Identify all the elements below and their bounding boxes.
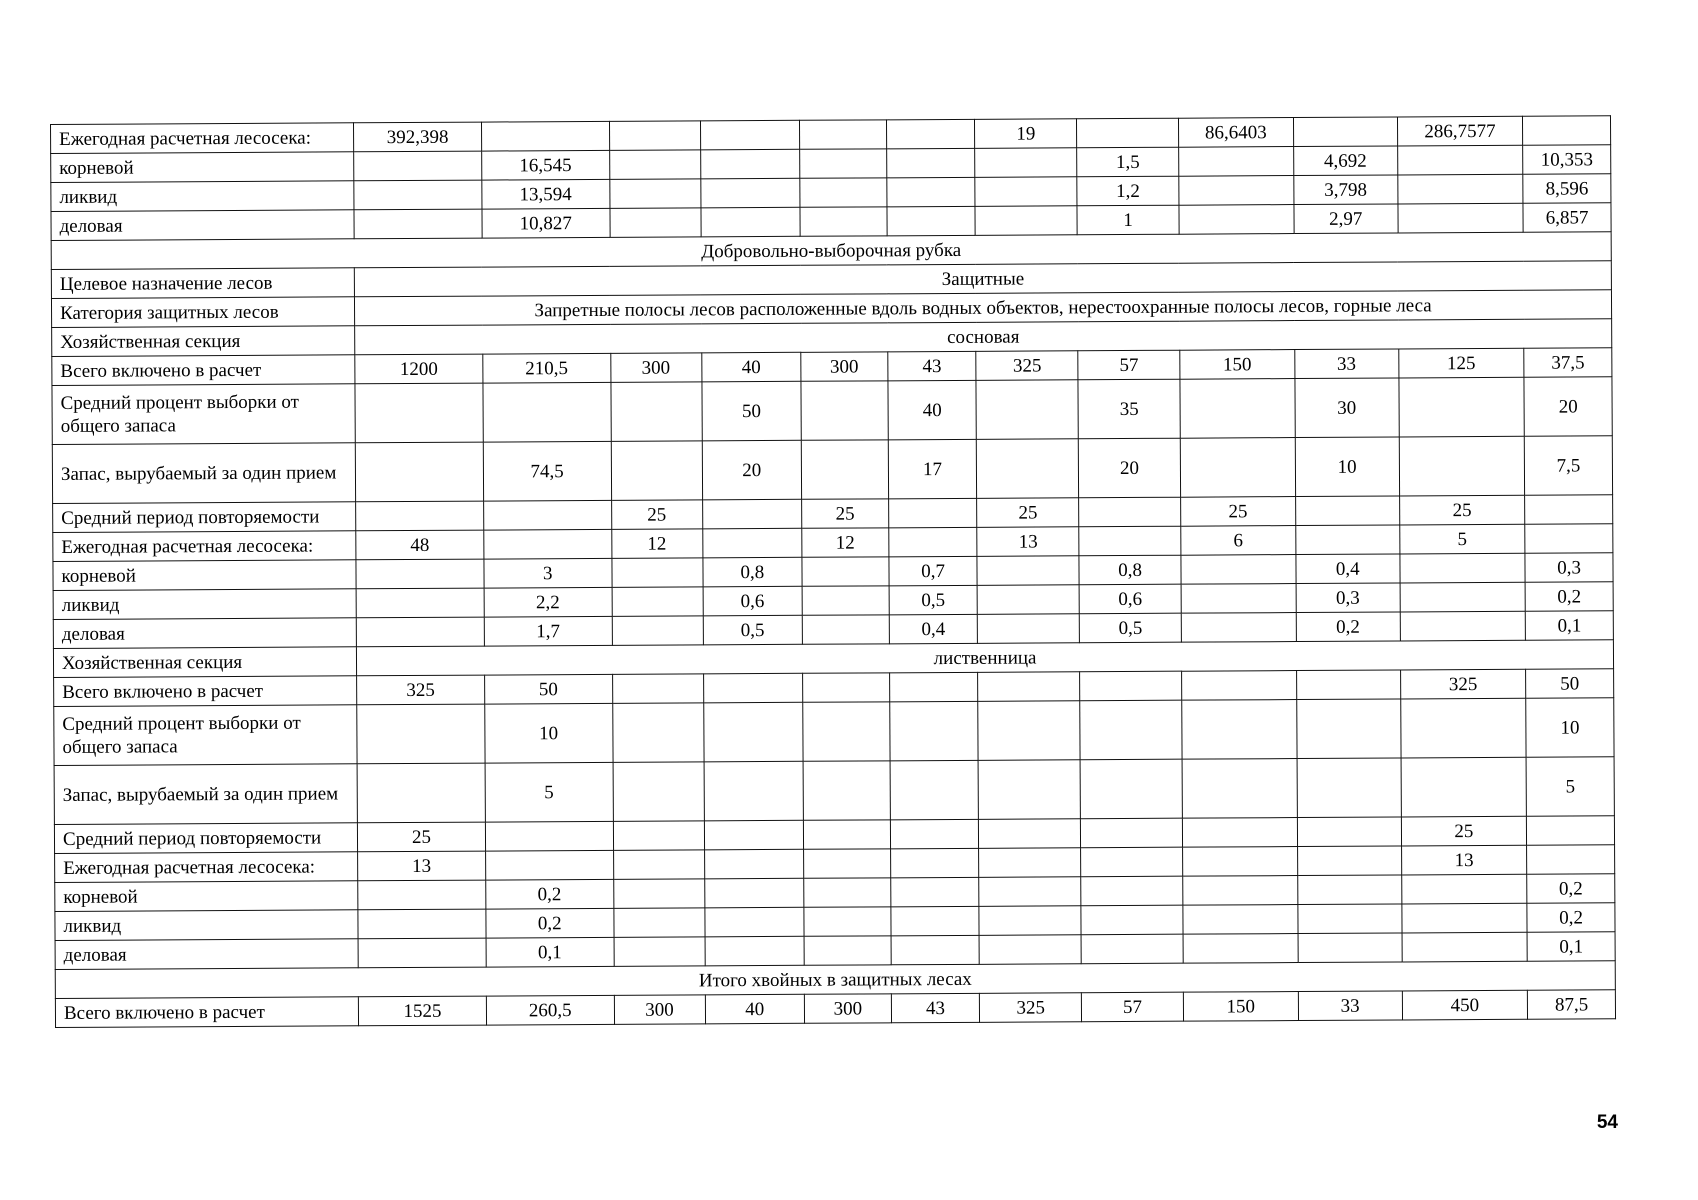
table-cell: 5 [485, 762, 613, 822]
table-cell [704, 761, 804, 821]
table-cell: 13 [358, 851, 486, 881]
row-label: Всего включено в расчет [55, 997, 358, 1028]
table-cell [612, 587, 703, 617]
table-cell [804, 936, 891, 965]
table-cell [1081, 818, 1183, 848]
row-label: Всего включено в расчет [52, 355, 355, 386]
table-cell [975, 206, 1077, 236]
table-cell: 57 [1082, 992, 1184, 1022]
table-row [52, 377, 1612, 445]
table-cell [1297, 875, 1401, 905]
table-cell [1525, 524, 1613, 553]
table-cell [801, 440, 888, 499]
table-cell [1400, 611, 1526, 641]
table-cell: 10 [1526, 698, 1614, 757]
table-cell [1401, 757, 1527, 817]
table-cell [609, 150, 700, 180]
table-cell: 1200 [355, 354, 483, 384]
table-cell [800, 178, 887, 207]
table-cell [1402, 903, 1528, 933]
table-cell [612, 616, 703, 646]
table-cell [1400, 553, 1526, 583]
table-cell [357, 704, 485, 764]
table-cell [978, 701, 1080, 761]
table-cell: 0,2 [486, 879, 614, 909]
row-label: Категория защитных лесов [51, 297, 354, 328]
table-row [54, 757, 1614, 825]
table-cell: 2,2 [484, 587, 612, 617]
row-label: Средний период повторяемости [53, 502, 356, 533]
table-cell: 2,97 [1294, 204, 1398, 234]
table-cell [1081, 847, 1183, 877]
table-cell [700, 207, 800, 237]
table-cell [979, 760, 1081, 820]
table-cell: 300 [801, 352, 888, 381]
table-cell: 0,2 [1296, 612, 1400, 642]
table-cell [1081, 876, 1183, 906]
table-cell [886, 119, 975, 148]
table-cell [1398, 203, 1524, 233]
table-cell: 0,5 [703, 615, 803, 645]
table-cell: 40 [701, 352, 801, 382]
table-cell: 0,8 [702, 557, 802, 587]
table-cell [1179, 176, 1294, 206]
table-cell: 43 [891, 993, 980, 1022]
table-cell: 25 [1401, 816, 1527, 846]
table-cell [1523, 116, 1611, 145]
table-cell [1399, 436, 1525, 496]
table-cell [803, 702, 890, 761]
table-cell: 10 [485, 703, 613, 763]
table-cell: 87,5 [1528, 990, 1616, 1019]
table-cell: 286,7577 [1397, 116, 1523, 146]
table-cell [979, 819, 1081, 849]
table-cell [802, 557, 889, 586]
table-cell: 57 [1078, 350, 1180, 380]
table-cell [356, 501, 484, 531]
table-cell [703, 702, 803, 762]
table-cell [702, 528, 802, 558]
table-cell: 10,353 [1523, 145, 1611, 174]
table-cell: 74,5 [483, 441, 611, 501]
row-label: Ежегодная расчетная лесосека: [55, 852, 358, 883]
table-cell: 260,5 [486, 995, 614, 1025]
table-cell: 5 [1399, 524, 1525, 554]
table-cell [355, 442, 483, 502]
table-cell [1080, 671, 1182, 701]
table-cell [978, 585, 1080, 615]
table-cell [354, 151, 482, 181]
table-cell [803, 673, 890, 702]
table-cell [800, 149, 887, 178]
table-cell [803, 761, 890, 820]
table-cell [1180, 438, 1295, 498]
table-cell: 25 [1181, 497, 1296, 527]
table-cell: 0,1 [1527, 932, 1615, 961]
table-cell [1182, 759, 1297, 819]
table-cell [484, 529, 612, 559]
table-cell: 0,2 [1527, 903, 1615, 932]
table-cell: 86,6403 [1178, 118, 1293, 148]
table-cell [704, 820, 804, 850]
table-cell [609, 121, 700, 151]
table-cell [978, 614, 1080, 644]
table-cell [1397, 145, 1523, 175]
row-label: корневой [53, 560, 356, 591]
table-cell [357, 763, 485, 823]
table-cell [887, 206, 976, 235]
row-label: Ежегодная расчетная лесосека: [53, 531, 356, 562]
table-cell [975, 148, 1077, 178]
table-cell [1183, 876, 1298, 906]
row-label: деловая [55, 939, 358, 970]
table-cell: 125 [1398, 348, 1524, 378]
table-cell [700, 149, 800, 179]
table-cell [979, 848, 1081, 878]
table-cell: 25 [1399, 495, 1525, 525]
table-cell: 25 [358, 822, 486, 852]
table-cell [1295, 496, 1399, 526]
table-cell [1525, 495, 1613, 524]
table-cell [358, 880, 486, 910]
row-span-value: лиственница [357, 640, 1614, 676]
table-cell: 150 [1183, 992, 1298, 1022]
table-cell: 0,2 [486, 908, 614, 938]
table-cell: 3,798 [1294, 175, 1398, 205]
table-cell: 450 [1402, 990, 1528, 1020]
table-cell [801, 381, 888, 440]
table-cell [1077, 118, 1179, 148]
row-label: корневой [51, 152, 354, 183]
row-label: Целевое назначение лесов [51, 268, 354, 299]
table-cell [1181, 584, 1296, 614]
table-cell: 20 [1078, 438, 1180, 498]
table-cell [613, 908, 704, 938]
table-cell [1296, 670, 1400, 700]
table-cell [1397, 174, 1523, 204]
row-label: ликвид [53, 589, 356, 620]
table-cell [802, 615, 889, 644]
table-cell [483, 382, 611, 442]
table-cell [1297, 817, 1401, 847]
table-cell: 1,5 [1077, 147, 1179, 177]
table-cell: 0,6 [703, 586, 803, 616]
table-cell [890, 848, 979, 877]
table-cell [891, 935, 980, 964]
table-cell: 50 [1526, 669, 1614, 698]
table-cell: 0,4 [889, 614, 978, 643]
table-cell: 20 [1524, 377, 1612, 436]
table-cell: 300 [610, 353, 701, 383]
table-cell: 325 [357, 675, 485, 705]
table-row [52, 436, 1612, 504]
table-cell: 43 [887, 351, 976, 380]
table-cell [485, 821, 613, 851]
table-cell: 13,594 [482, 179, 610, 209]
table-cell [891, 906, 980, 935]
row-label: ликвид [51, 181, 354, 212]
table-cell [1402, 932, 1528, 962]
table-cell [613, 879, 704, 909]
table-cell [1400, 582, 1526, 612]
table-cell [1181, 555, 1296, 585]
table-cell [610, 208, 701, 238]
table-cell [979, 935, 1081, 965]
table-cell: 40 [705, 994, 805, 1024]
table-cell [800, 207, 887, 236]
table-cell [1081, 905, 1183, 935]
forest-cutting-table [50, 115, 1616, 1028]
table-cell: 0,5 [1079, 613, 1181, 643]
table-cell [802, 586, 889, 615]
table-cell [888, 527, 977, 556]
row-label: Хозяйственная секция [52, 326, 355, 357]
table-cell [1183, 847, 1298, 877]
table-cell: 10 [1295, 437, 1399, 497]
table-cell: 12 [802, 528, 889, 557]
table-cell [1080, 700, 1182, 760]
row-label: деловая [51, 210, 354, 241]
row-label: Средний процент выборки от общего запаса [54, 705, 357, 766]
table-cell: 30 [1295, 378, 1399, 438]
table-cell: 1525 [358, 996, 486, 1026]
table-cell: 33 [1294, 349, 1398, 379]
table-cell: 150 [1180, 350, 1295, 380]
table-cell [889, 701, 978, 760]
table-cell [888, 498, 977, 527]
table-cell [1179, 147, 1294, 177]
row-span-value: Запретные полосы лесов расположенные вдоль водных объектов, нерестоохранные полосы лесов, горные леса [355, 290, 1612, 326]
table-cell [609, 179, 700, 209]
table-cell [1182, 700, 1297, 760]
table-cell [358, 909, 486, 939]
table-cell [800, 120, 887, 149]
row-label: Всего включено в расчет [54, 676, 357, 707]
table-cell [979, 906, 1081, 936]
table-cell: 35 [1078, 379, 1180, 439]
table-cell [976, 380, 1078, 440]
table-cell: 37,5 [1524, 348, 1612, 377]
section-title: Добровольно-выборочная рубка [51, 232, 1611, 270]
table-cell [890, 877, 979, 906]
table-cell: 1,2 [1077, 176, 1179, 206]
table-cell [612, 674, 703, 704]
table-cell: 0,2 [1527, 874, 1615, 903]
row-label: Ежегодная расчетная лесосека: [51, 123, 354, 154]
table-cell [354, 180, 482, 210]
table-cell: 0,7 [889, 556, 978, 585]
table-cell: 0,3 [1525, 553, 1613, 582]
table-cell [703, 673, 803, 703]
table-cell: 25 [977, 498, 1079, 528]
table-cell: 50 [701, 381, 801, 441]
table-cell: 0,1 [486, 937, 614, 967]
table-cell [611, 441, 702, 501]
table-cell: 392,398 [354, 122, 482, 152]
table-cell [485, 850, 613, 880]
table-cell [1400, 698, 1526, 758]
table-cell: 10,827 [482, 208, 610, 238]
table-cell [804, 849, 891, 878]
table-cell [977, 439, 1079, 499]
table-cell: 17 [888, 439, 977, 498]
row-label: Хозяйственная секция [53, 647, 356, 678]
table-cell [1079, 526, 1181, 556]
row-label: ликвид [55, 910, 358, 941]
table-cell: 325 [976, 351, 1078, 381]
table-cell [1297, 846, 1401, 876]
table-cell: 13 [1401, 845, 1527, 875]
table-cell [702, 499, 802, 529]
row-label: Запас, вырубаемый за один прием [54, 764, 357, 825]
table-cell [1079, 497, 1181, 527]
table-cell [705, 936, 805, 966]
table-cell [1297, 758, 1401, 818]
table-cell [1401, 874, 1527, 904]
table-cell [700, 120, 800, 150]
table-cell: 0,2 [1525, 582, 1613, 611]
table-cell: 33 [1298, 991, 1402, 1021]
table-cell: 16,545 [482, 150, 610, 180]
table-cell: 0,3 [1296, 583, 1400, 613]
table-cell: 25 [802, 499, 889, 528]
table-cell [1080, 759, 1182, 819]
table-cell: 325 [1400, 669, 1526, 699]
table-cell [1183, 905, 1298, 935]
table-cell [614, 937, 705, 967]
row-label: деловая [53, 618, 356, 649]
table-cell [977, 556, 1079, 586]
table-cell [613, 850, 704, 880]
table-body [51, 116, 1616, 1028]
table-cell [1296, 699, 1400, 759]
table-cell: 5 [1526, 757, 1614, 816]
table-cell [611, 382, 702, 442]
table-cell [355, 383, 483, 443]
table-cell: 300 [614, 995, 705, 1025]
row-span-value: Защитные [354, 261, 1611, 297]
table-cell [1298, 904, 1402, 934]
table-cell: 12 [611, 529, 702, 559]
table-cell [1081, 934, 1183, 964]
table-cell [481, 121, 609, 151]
table-cell [1527, 816, 1615, 845]
table-cell [358, 938, 486, 968]
table-cell: 1 [1077, 205, 1179, 235]
table-cell [1298, 933, 1402, 963]
table-cell [613, 821, 704, 851]
table-cell [1182, 671, 1297, 701]
table-cell: 4,692 [1293, 146, 1397, 176]
table-cell: 1,7 [484, 616, 612, 646]
table-cell [887, 177, 976, 206]
table-cell [612, 703, 703, 763]
table-cell: 8,596 [1523, 174, 1611, 203]
table-cell: 6 [1181, 526, 1296, 556]
table-cell: 3 [484, 558, 612, 588]
table-cell [979, 877, 1081, 907]
table-cell [1183, 934, 1298, 964]
row-label: Запас, вырубаемый за один прием [52, 443, 355, 504]
table-cell [700, 178, 800, 208]
table-cell [1179, 205, 1294, 235]
table-cell: 20 [702, 440, 802, 500]
table-cell: 7,5 [1524, 436, 1612, 495]
table-cell [975, 177, 1077, 207]
table-cell [1182, 818, 1297, 848]
table-cell: 0,5 [889, 585, 978, 614]
table-cell: 6,857 [1523, 203, 1611, 232]
table-cell [890, 760, 979, 819]
table-cell [356, 559, 484, 589]
table-cell: 0,8 [1079, 555, 1181, 585]
table-cell: 325 [980, 993, 1082, 1023]
row-label: Средний период повторяемости [54, 823, 357, 854]
table-cell: 0,4 [1296, 554, 1400, 584]
row-label: корневой [55, 881, 358, 912]
table-cell: 210,5 [483, 353, 611, 383]
table-cell [889, 672, 978, 701]
table-cell [1181, 613, 1296, 643]
table-cell: 13 [977, 527, 1079, 557]
table-cell: 300 [804, 994, 891, 1023]
table-cell [704, 907, 804, 937]
table-cell: 0,6 [1079, 584, 1181, 614]
table-cell: 40 [888, 380, 977, 439]
page-number: 54 [1596, 1112, 1618, 1133]
table-cell [804, 907, 891, 936]
table-cell [890, 819, 979, 848]
table-cell: 19 [975, 119, 1077, 149]
section-title: Итого хвойных в защитных лесах [55, 961, 1615, 999]
row-label: Средний процент выборки от общего запаса [52, 384, 355, 445]
table-cell [1293, 117, 1397, 147]
row-span-value: сосновая [355, 319, 1612, 355]
table-cell [612, 558, 703, 588]
table-row [54, 698, 1614, 766]
table-cell [978, 672, 1080, 702]
table-cell: 50 [484, 674, 612, 704]
table-cell [483, 500, 611, 530]
table-cell: 0,1 [1525, 611, 1613, 640]
table-cell [803, 820, 890, 849]
table-cell [1399, 377, 1525, 437]
table-cell [704, 849, 804, 879]
table-cell [356, 617, 484, 647]
table-cell: 48 [356, 530, 484, 560]
table-cell [356, 588, 484, 618]
table-cell [886, 148, 975, 177]
table-cell [1295, 525, 1399, 555]
table-cell [613, 762, 704, 822]
table-cell: 25 [611, 500, 702, 530]
table-cell [804, 878, 891, 907]
table-cell [704, 878, 804, 908]
table-cell [1527, 845, 1615, 874]
table-cell [1180, 379, 1295, 439]
table-cell [354, 209, 482, 239]
